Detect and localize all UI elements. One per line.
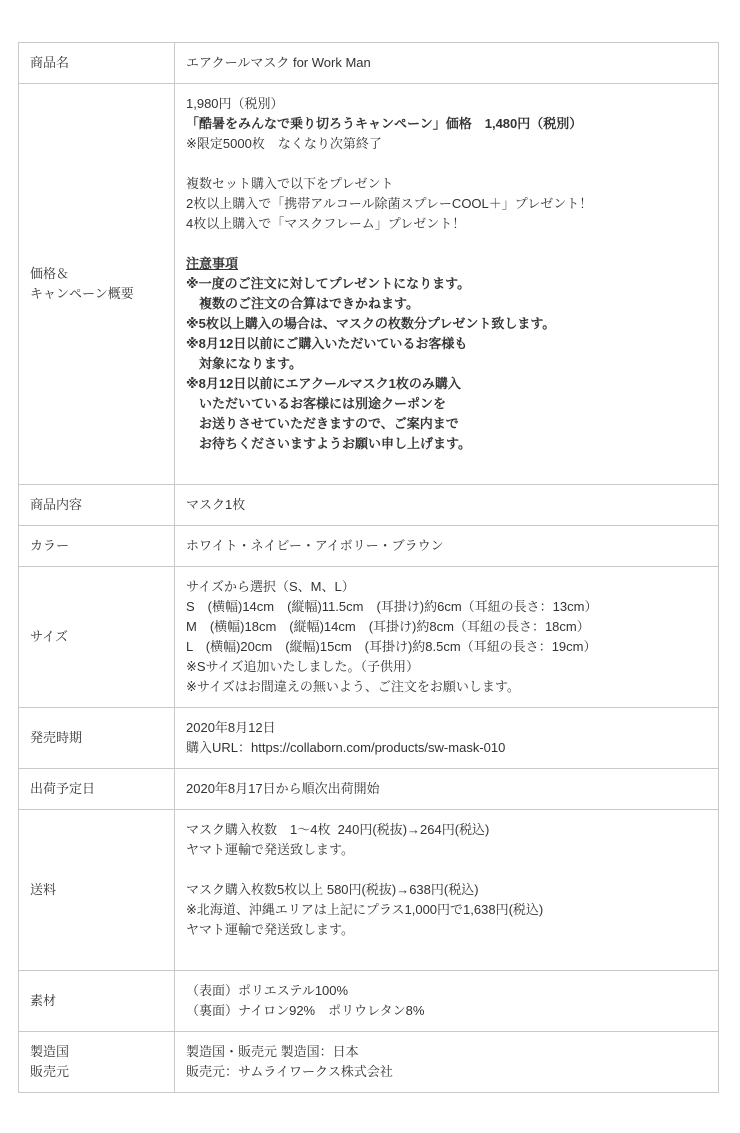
line-spacer [186,454,707,474]
size-line: S (横幅)14cm (縦幅)11.5cm (耳掛け)約6cm（耳紐の長さ：13cm） [186,599,598,614]
value-colors [175,526,719,567]
value-price-campaign [175,84,719,485]
label-origin-seller [19,1032,175,1093]
size-line: L (横幅)20cm (縦幅)15cm (耳掛け)約8.5cm（耳紐の長さ：19cm） [186,639,597,654]
row-shipping-fee [19,810,719,971]
row-contents [19,485,719,526]
label-text: 素材 [30,993,57,1008]
label-text: 商品名 [30,55,70,70]
value-material [175,971,719,1032]
label-text: 製造国 [30,1044,70,1059]
set-offer-item: 2枚以上購入で「携帯アルコール除菌スプレーCOOL＋」プレゼント！ [186,196,593,211]
colors-text: ホワイト・ネイビー・アイボリー・ブラウン [186,538,444,553]
label-text: 販売元 [30,1064,70,1079]
value-shipping-fee [175,810,719,971]
label-text: サイズ [30,629,68,644]
value-contents [175,485,719,526]
size-line: ※Sサイズ追加いたしました。（子供用） [186,659,420,674]
size-line: ※サイズはお間違えの無いよう、ご注文をお願いします。 [186,679,520,694]
size-line: サイズから選択（S、M、L） [186,579,355,594]
row-origin-seller [19,1032,719,1093]
label-contents [19,485,175,526]
shipping-fee-line: マスク購入枚数 1〜4枚 240円(税抜)→264円(税込) [186,822,490,837]
value-shipping-date [175,769,719,810]
line-spacer [186,860,707,880]
row-size [19,567,719,708]
row-price-campaign [19,84,719,485]
note-line: 対象になります。 [186,356,302,371]
row-release [19,708,719,769]
shipping-fee-line: マスク購入枚数5枚以上 580円(税抜)→638円(税込) [186,882,479,897]
product-spec-table [18,42,719,1093]
note-line: いただいているお客様には別途クーポンを [186,396,447,411]
label-shipping-date [19,769,175,810]
shipping-fee-line: ヤマト運輸で発送致します。 [186,842,354,857]
material-line: （表面）ポリエステル100% [186,983,349,998]
product-name-text: エアクールマスク for Work Man [186,55,371,70]
note-line: ※一度のご注文に対してプレゼントになります。 [186,276,471,291]
value-product-name [175,43,719,84]
origin-line: 製造国・販売元 製造国：日本 [186,1044,359,1059]
purchase-url: 購入URL：https://collaborn.com/products/sw-mask-010 [186,740,506,755]
release-date: 2020年8月12日 [186,720,276,735]
value-size [175,567,719,708]
limit-note: ※限定5000枚 なくなり次第終了 [186,136,382,151]
campaign-price: 「酷暑をみんなで乗り切ろうキャンペーン」価格 1,480円（税別） [186,116,583,131]
line-spacer [186,234,707,254]
note-line: ※8月12日以前にエアクールマスク1枚のみ購入 [186,376,461,391]
note-line: ※5枚以上購入の場合は、マスクの枚数分プレゼント致します。 [186,316,556,331]
notes-heading: 注意事項 [186,256,239,271]
shipping-fee-line: ※北海道、沖縄エリアは上記にプラス1,000円で1,638円(税込) [186,902,544,917]
line-spacer [186,154,707,174]
label-text: 出荷予定日 [30,781,96,796]
label-shipping-fee [19,810,175,971]
note-line: 複数のご注文の合算はできかねます。 [186,296,419,311]
label-release [19,708,175,769]
row-colors [19,526,719,567]
label-text: 価格＆ [30,266,70,281]
note-line: ※8月12日以前にご購入いただいているお客様も [186,336,468,351]
label-text: カラー [30,538,70,553]
label-text: 発売時期 [30,730,83,745]
value-origin-seller [175,1032,719,1093]
label-price-campaign [19,84,175,485]
material-line: （裏面）ナイロン92% ポリウレタン8% [186,1003,425,1018]
set-offer-item: 4枚以上購入で「マスクフレーム」プレゼント！ [186,216,466,231]
label-material [19,971,175,1032]
line-spacer [186,940,707,960]
note-line: お待ちくださいますようお願い申し上げます。 [186,436,471,451]
shipping-date-text: 2020年8月17日から順次出荷開始 [186,781,380,796]
row-product-name [19,43,719,84]
contents-text: マスク1枚 [186,497,246,512]
regular-price: 1,980円（税別） [186,96,284,111]
label-product-name [19,43,175,84]
shipping-fee-line: ヤマト運輸で発送致します。 [186,922,354,937]
label-colors [19,526,175,567]
row-shipping-date [19,769,719,810]
label-size [19,567,175,708]
label-text: キャンペーン概要 [30,286,134,301]
label-text: 商品内容 [30,497,83,512]
seller-line: 販売元：サムライワークス株式会社 [186,1064,393,1079]
size-line: M (横幅)18cm (縦幅)14cm (耳掛け)約8cm（耳紐の長さ：18cm） [186,619,590,634]
value-release [175,708,719,769]
note-line: お送りさせていただきますので、ご案内まで [186,416,459,431]
set-offer-intro: 複数セット購入で以下をプレゼント [186,176,394,191]
label-text: 送料 [30,882,57,897]
row-material [19,971,719,1032]
